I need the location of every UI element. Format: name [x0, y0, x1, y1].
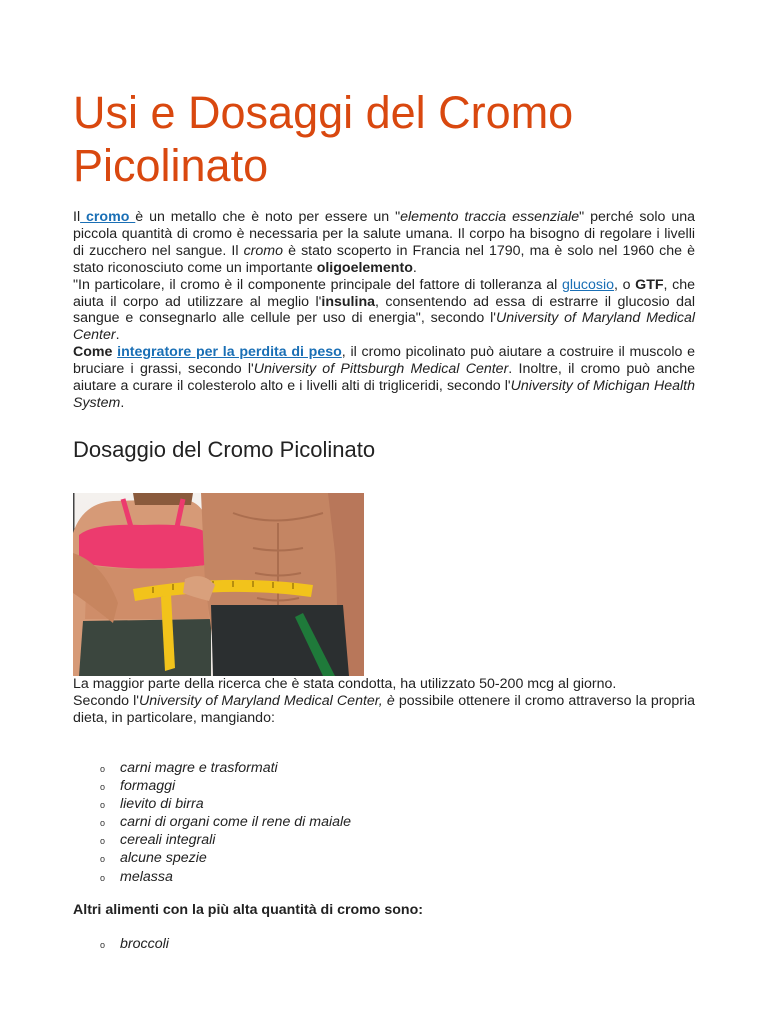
- intro-section: [73, 209, 695, 412]
- dosage-paragraph-1: La maggior parte della ricerca che è stata condotta, ha utilizzato 50-200 mcg al giorno.: [73, 676, 617, 692]
- intro-paragraph-1: Il cromo è un metallo che è noto per essere un "elemento traccia essenziale" perché solo una piccola quantità di cromo è necessaria per la salute umana. Il corpo ha bisogno di regolare i livelli di zucchero nel sangue. Il cromo è stato scoperto in Francia nel 1790, ma è solo nel 1960 che è stato riconosciuto come un importante oligoelemento.: [73, 209, 695, 276]
- list-item: o broccoli: [73, 935, 169, 953]
- bullet-circle-icon: o: [100, 872, 106, 883]
- fitness-couple-photo: [73, 493, 364, 676]
- bullet-circle-icon: o: [100, 940, 106, 950]
- bullet-circle-icon: o: [100, 764, 106, 774]
- intro-paragraph-3: Come integratore per la perdita di peso, il cromo picolinato può aiutare a costruire il muscolo e bruciare i grassi, secondo l'University of Pittsburgh Medical Center. Inoltre, il cromo può anche aiutare a curare il colesterolo alto e i livelli alti di trigliceridi, secondo l'University of Michigan Health System.: [73, 344, 695, 411]
- list-item: o carni magre e trasformati: [73, 759, 351, 777]
- dosage-section: [73, 676, 695, 727]
- chromium-foods-list: [73, 759, 351, 886]
- page-title: Usi e Dosaggi del Cromo Picolinato: [73, 87, 574, 191]
- list-item: o cereali integrali: [73, 831, 351, 849]
- fitness-couple-measuring-tape-icon: [73, 493, 364, 676]
- list-item: o melassa: [73, 868, 351, 886]
- bullet-circle-icon: o: [100, 782, 106, 793]
- list-item: o alcune spezie: [73, 849, 351, 867]
- list-item: o lievito di birra: [73, 795, 351, 813]
- dosage-paragraph-2: Secondo l'University of Maryland Medical Center, è possibile ottenere il cromo attraverso la propria dieta, in particolare, mangiando:: [73, 692, 695, 726]
- cromo-link[interactable]: cromo: [80, 209, 136, 225]
- list-item: o carni di organi come il rene di maiale: [73, 813, 351, 831]
- section-heading: Dosaggio del Cromo Picolinato: [73, 437, 376, 462]
- intro-paragraph-2: "In particolare, il cromo è il componente principale del fattore di tolleranza al glucosio, o GTF, che aiuta il corpo ad utilizzare al meglio l'insulina, consentendo ad essa di estrarre il glucosio dal sangue e consegnarlo alle cellule per uso di energia", secondo l'University of Maryland Medical Center.: [73, 276, 696, 344]
- bullet-circle-icon: o: [100, 818, 106, 829]
- other-foods-list: [73, 935, 169, 953]
- glucosio-link[interactable]: glucosio: [561, 276, 615, 293]
- list-item: o formaggi: [73, 777, 351, 795]
- bullet-circle-icon: o: [100, 800, 106, 811]
- bullet-circle-icon: o: [100, 836, 106, 847]
- weight-loss-supplement-link[interactable]: integratore per la perdita di peso: [117, 344, 342, 361]
- other-foods-heading: Altri alimenti con la più alta quantità di cromo sono:: [73, 902, 423, 918]
- bullet-circle-icon: o: [100, 854, 106, 865]
